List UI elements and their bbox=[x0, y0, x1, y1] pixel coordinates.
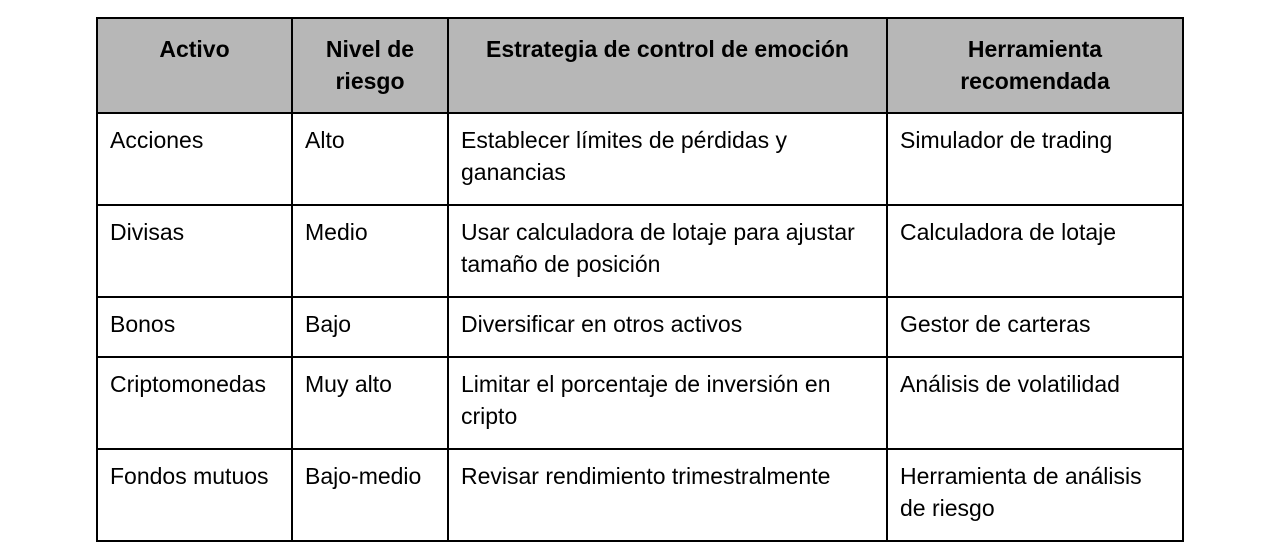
cell-activo: Divisas bbox=[97, 205, 292, 297]
header-activo: Activo bbox=[97, 18, 292, 113]
table-row bbox=[97, 205, 1183, 297]
cell-estrategia: Limitar el porcentaje de inversión en cripto bbox=[448, 357, 887, 449]
cell-activo: Fondos mutuos bbox=[97, 449, 292, 541]
table-row bbox=[97, 449, 1183, 541]
risk-strategy-table bbox=[96, 17, 1184, 542]
cell-activo: Acciones bbox=[97, 113, 292, 205]
header-row bbox=[97, 18, 1183, 113]
cell-nivel-de-riesgo: Muy alto bbox=[292, 357, 448, 449]
table-row bbox=[97, 297, 1183, 357]
table-header bbox=[97, 18, 1183, 113]
cell-herramienta: Análisis de volatilidad bbox=[887, 357, 1183, 449]
cell-herramienta: Herramienta de análisis de riesgo bbox=[887, 449, 1183, 541]
header-estrategia: Estrategia de control de emoción bbox=[448, 18, 887, 113]
cell-estrategia: Establecer límites de pérdidas y ganancias bbox=[448, 113, 887, 205]
cell-nivel-de-riesgo: Alto bbox=[292, 113, 448, 205]
cell-estrategia: Diversificar en otros activos bbox=[448, 297, 887, 357]
cell-estrategia: Revisar rendimiento trimestralmente bbox=[448, 449, 887, 541]
cell-herramienta: Calculadora de lotaje bbox=[887, 205, 1183, 297]
cell-nivel-de-riesgo: Medio bbox=[292, 205, 448, 297]
cell-estrategia: Usar calculadora de lotaje para ajustar tamaño de posición bbox=[448, 205, 887, 297]
table-body bbox=[97, 113, 1183, 541]
cell-activo: Bonos bbox=[97, 297, 292, 357]
cell-activo: Criptomonedas bbox=[97, 357, 292, 449]
cell-herramienta: Simulador de trading bbox=[887, 113, 1183, 205]
table-row bbox=[97, 113, 1183, 205]
cell-herramienta: Gestor de carteras bbox=[887, 297, 1183, 357]
table-row bbox=[97, 357, 1183, 449]
header-nivel-de-riesgo: Nivel de riesgo bbox=[292, 18, 448, 113]
header-herramienta: Herramienta recomendada bbox=[887, 18, 1183, 113]
cell-nivel-de-riesgo: Bajo bbox=[292, 297, 448, 357]
cell-nivel-de-riesgo: Bajo-medio bbox=[292, 449, 448, 541]
